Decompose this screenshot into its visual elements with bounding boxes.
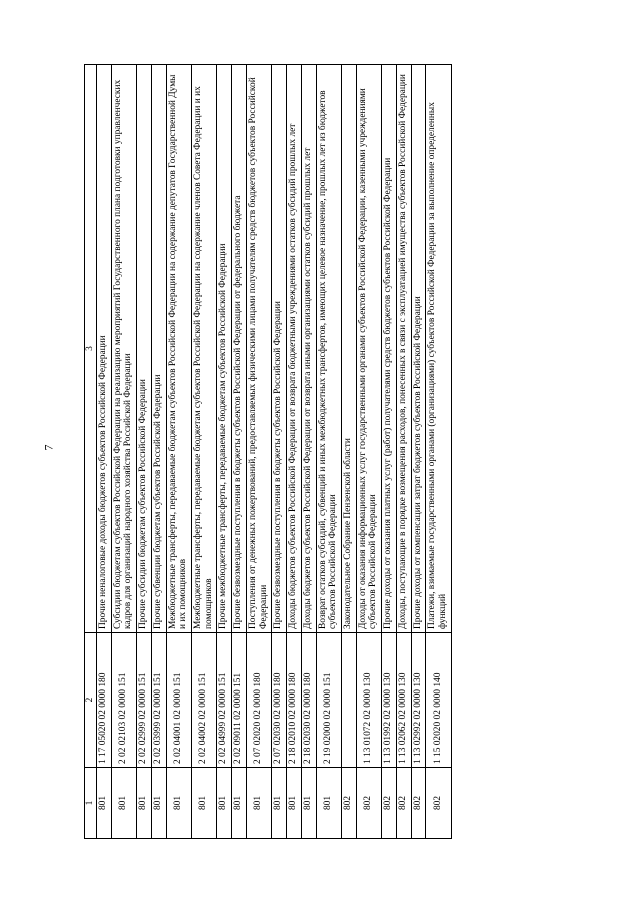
budget-code-cell: 2 07 02020 02 0000 180 — [246, 633, 271, 768]
column-header-1: 1 — [85, 768, 97, 839]
table-row — [192, 65, 217, 839]
description-cell: Прочие неналоговые доходы бюджетов субъектов Российской Федерации — [97, 65, 112, 633]
budget-code-cell: 1 13 02992 02 0000 130 — [411, 633, 426, 768]
description-cell: Прочие безвозмездные поступления в бюджеты субъектов Российской Федерации — [272, 65, 287, 633]
description-cell: Прочие межбюджетные трансферты, передаваемые бюджетам субъектов Российской Федерации — [217, 65, 232, 633]
description-cell: Платежи, взимаемые государственными органами (организациями) субъектов Российской Федерации за выполнение определенных функций — [426, 65, 451, 633]
table-row — [301, 65, 316, 839]
revenue-codes-table — [84, 64, 452, 839]
budget-code-cell: 2 02 09011 02 0000 151 — [232, 633, 247, 768]
budget-code-cell: 1 13 01992 02 0000 130 — [382, 633, 397, 768]
admin-code-cell: 801 — [166, 768, 191, 839]
admin-code-cell: 802 — [411, 768, 426, 839]
budget-code-cell: 2 18 02010 02 0000 180 — [287, 633, 302, 768]
admin-code-cell: 801 — [316, 768, 341, 839]
column-header-2: 2 — [85, 633, 97, 768]
rotated-table-container — [84, 65, 559, 839]
description-cell: Доходы бюджетов субъектов Российской Федерации от возврата иными организациями остатков субсидий прошлых лет — [301, 65, 316, 633]
description-cell: Доходы от оказания информационных услуг государственными органами субъектов Российской Федерации, казенными учреждениями субъектов Российской Федерации — [356, 65, 381, 633]
admin-code-cell: 801 — [217, 768, 232, 839]
budget-code-cell: 1 15 02020 02 0000 140 — [426, 633, 451, 768]
table-row — [137, 65, 152, 839]
admin-code-cell: 801 — [151, 768, 166, 839]
budget-code-cell: 2 02 04999 02 0000 151 — [217, 633, 232, 768]
admin-code-cell: 801 — [272, 768, 287, 839]
budget-code-cell: 2 02 02999 02 0000 151 — [137, 633, 152, 768]
table-header — [85, 65, 97, 839]
budget-code-cell: 2 18 02030 02 0000 180 — [301, 633, 316, 768]
admin-code-cell: 801 — [246, 768, 271, 839]
table-row — [272, 65, 287, 839]
description-cell: Законодательное Собрание Пензенской области — [341, 65, 356, 633]
table-row — [356, 65, 381, 839]
admin-code-cell: 801 — [287, 768, 302, 839]
table-row — [232, 65, 247, 839]
description-cell: Доходы, поступающие в порядке возмещения расходов, понесенных в связи с эксплуатацией имущества субъектов Российской Федерации — [396, 65, 411, 633]
budget-code-cell: 2 02 04001 02 0000 151 — [166, 633, 191, 768]
admin-code-cell: 801 — [301, 768, 316, 839]
budget-code-cell: 1 17 05020 02 0000 180 — [97, 633, 112, 768]
table-row — [246, 65, 271, 839]
admin-code-cell: 802 — [382, 768, 397, 839]
description-cell: Прочие доходы от оказания платных услуг (работ) получателями средств бюджетов субъектов Российской Федерации — [382, 65, 397, 633]
budget-code-cell: 2 19 02000 02 0000 151 — [316, 633, 341, 768]
budget-code-cell: 2 02 02103 02 0000 151 — [111, 633, 136, 768]
description-cell: Межбюджетные трансферты, передаваемые бюджетам субъектов Российской Федерации на содержание членов Совета Федерации и их помощников — [192, 65, 217, 633]
budget-code-cell — [341, 633, 356, 768]
table-row — [287, 65, 302, 839]
table-body — [97, 65, 452, 839]
table-row — [111, 65, 136, 839]
description-cell: Поступления от денежных пожертвований, предоставляемых физическими лицами получателям средств бюджетов субъектов Российской Федерации — [246, 65, 271, 633]
description-cell: Прочие субвенции бюджетам субъектов Российской Федерации — [151, 65, 166, 633]
admin-code-cell: 801 — [192, 768, 217, 839]
admin-code-cell: 802 — [426, 768, 451, 839]
budget-code-cell: 2 07 02030 02 0000 180 — [272, 633, 287, 768]
admin-code-cell: 802 — [341, 768, 356, 839]
table-row — [382, 65, 397, 839]
admin-code-cell: 801 — [232, 768, 247, 839]
description-cell: Возврат остатков субсидий, субвенций и иных межбюджетных трансфертов, имеющих целевое назначение, прошлых лет из бюджетов субъектов Российской Федерации — [316, 65, 341, 633]
table-row — [411, 65, 426, 839]
column-header-3: 3 — [85, 65, 97, 633]
description-cell: Прочие доходы от компенсации затрат бюджетов субъектов Российской Федерации — [411, 65, 426, 633]
description-cell: Межбюджетные трансферты, передаваемые бюджетам субъектов Российской Федерации на содержание депутатов Государственной Думы и их помощников — [166, 65, 191, 633]
admin-code-cell: 801 — [97, 768, 112, 839]
budget-code-cell: 2 02 03999 02 0000 151 — [151, 633, 166, 768]
table-row — [341, 65, 356, 839]
table-row — [396, 65, 411, 839]
table-row — [426, 65, 451, 839]
table-row — [316, 65, 341, 839]
page-number: 7 — [41, 444, 56, 451]
description-cell: Доходы бюджетов субъектов Российской Федерации от возврата бюджетными учреждениями остатков субсидий прошлых лет — [287, 65, 302, 633]
table-row — [166, 65, 191, 839]
admin-code-cell: 802 — [356, 768, 381, 839]
description-cell: Субсидии бюджетам субъектов Российской Федерации на реализацию мероприятий Государственного плана подготовки управленческих кадров для организаций народного хозяйства Российской Федерации — [111, 65, 136, 633]
description-cell: Прочие безвозмездные поступления в бюджеты субъектов Российской Федерации от федерального бюджета — [232, 65, 247, 633]
table-row — [217, 65, 232, 839]
table-row — [151, 65, 166, 839]
admin-code-cell: 801 — [137, 768, 152, 839]
budget-code-cell: 1 13 01072 02 0000 130 — [356, 633, 381, 768]
header-row — [85, 65, 97, 839]
budget-code-cell: 1 13 02062 02 0000 130 — [396, 633, 411, 768]
admin-code-cell: 801 — [111, 768, 136, 839]
budget-code-cell: 2 02 04002 02 0000 151 — [192, 633, 217, 768]
table-row — [97, 65, 112, 839]
admin-code-cell: 802 — [396, 768, 411, 839]
description-cell: Прочие субсидии бюджетам субъектов Российской Федерации — [137, 65, 152, 633]
